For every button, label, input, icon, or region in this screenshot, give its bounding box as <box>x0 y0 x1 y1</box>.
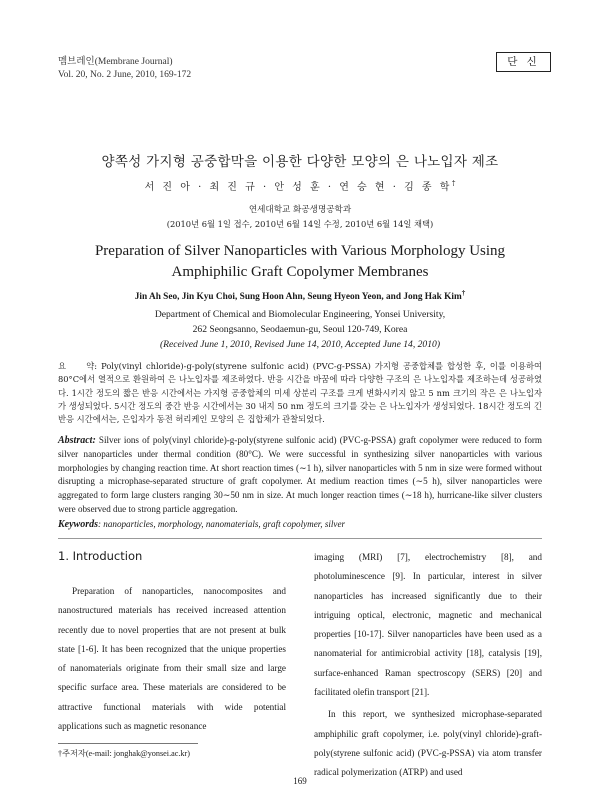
footnote: †주저자(e-mail: jonghak@yonsei.ac.kr) <box>58 749 190 758</box>
body-column-left <box>58 582 286 736</box>
english-abstract-label: Abstract: <box>58 435 96 446</box>
keywords <box>58 518 542 531</box>
korean-author-dagger: † <box>451 179 456 188</box>
journal-volume: Vol. 20, No. 2 June, 2010, 169-172 <box>58 70 192 80</box>
english-abstract-text: Silver ions of poly(vinyl chloride)-g-poly(styrene sulfonic acid) (PVC-g-PSSA) graft copolymer were reduced to form silver nanoparticles under thermal condition (80°C). We were successful in synthesizing silver nanoparticles with various morphologies by changing reaction time. At short reaction times (∼1 h), silver nanoparticles with 5 nm in size were formed without disrupting a microphase-separated structure of graft copolymer. At medium reaction times (∼5 h), silver nanoparticles were aggregated to form large clusters ranging 30∼50 nm in size. At much longer reaction times (∼18 h), hurricane-like silver clusters were observed due to strong particle aggregation. <box>58 435 542 514</box>
korean-author-list: 서 진 아 · 최 진 규 · 안 성 훈 · 연 승 현 · 김 종 학 <box>144 182 452 193</box>
korean-abstract-label: 요 약: <box>58 361 98 371</box>
korean-abstract <box>58 360 542 426</box>
korean-affiliation: 연세대학교 화공생명공학과 <box>248 205 352 215</box>
english-abstract <box>58 434 542 517</box>
korean-title: 양쪽성 가지형 공중합막을 이용한 다양한 모양의 은 나노입자 제조 <box>101 154 499 170</box>
section-divider <box>58 538 542 539</box>
body-paragraph: Preparation of nanoparticles, nanocomposites and nanostructured materials has received increased attention recently due to novel properties that are not present at bulk state [1-6]. It has been recognized that the unique properties of nanomaterials originate from their small size and large specific surface area. These materials are considered to be attractive functional materials with wide potential applications such as magnetic resonance <box>58 586 286 732</box>
keywords-text: : nanoparticles, morphology, nanomaterials, graft copolymer, silver <box>98 519 346 529</box>
footnote-divider <box>58 743 198 744</box>
english-title-line1: Preparation of Silver Nanoparticles with Various Morphology Using <box>94 243 506 259</box>
page-number: 169 <box>293 776 307 786</box>
english-title-line2: Amphiphilic Graft Copolymer Membranes <box>171 264 429 280</box>
korean-abstract-text: Poly(vinyl chloride)-g-poly(styrene sulfonic acid) (PVC-g-PSSA) 가지형 공중합체를 합성한 후, 이를 이용하여 80°C에서 열적으로 환원하여 은 나노입자를 제조하였다. 반응 시간을 바꿈에 따라 다양한 구조의 은 나노입자를 제조하는데 성공하였다. 1시간 정도의 짧은 반응 시간에서는 가지형 공중합체의 미세 상분리 구조를 크게 변화시키지 않고 5 nm 크기의 작은 은 나노입자가 생성되었다. 5시간 정도의 중간 반응 시간에서는 30 내지 50 nm 정도의 크기를 갖는 은 나노입자가 생성되었다. 18시간 정도의 긴 반응 시간에서는, 은입자가 동전 허리케인 모양의 은 집합체가 관찰되었다. <box>58 361 543 425</box>
body-paragraph: In this report, we synthesized microphase-separated amphiphilic graft copolymer, i.e. poly(vinyl chloride)-graft-poly(styrene sulfonic acid) (PVC-g-PSSA) via atom transfer radical polymerization (ATRP) and used <box>314 709 542 778</box>
body-column-right <box>314 548 542 783</box>
journal-header <box>58 56 191 82</box>
korean-authors <box>0 178 600 193</box>
section-heading: 1. Introduction <box>58 549 143 563</box>
english-author-dagger: † <box>461 289 466 297</box>
english-affil-line1: Department of Chemical and Biomolecular Engineering, Yonsei University, <box>154 309 446 320</box>
english-title <box>0 241 600 283</box>
english-author-list: Jin Ah Seo, Jin Kyu Choi, Sung Hoon Ahn, Seung Hyeon Yeon, and Jong Hak Kim <box>134 292 462 303</box>
journal-name: 멤브레인(Membrane Journal) <box>58 57 173 67</box>
keywords-label: Keywords <box>58 519 98 530</box>
english-dates: (Received June 1, 2010, Revised June 14, 2010, Accepted June 14, 2010) <box>159 339 441 350</box>
english-authors <box>0 289 600 302</box>
english-affil-line2: 262 Seongsanno, Seodaemun-gu, Seoul 120-749, Korea <box>192 324 408 335</box>
article-type-badge: 단 신 <box>496 52 551 72</box>
korean-dates: (2010년 6월 1일 접수, 2010년 6월 14일 수정, 2010년 6월 14일 채택) <box>166 219 434 229</box>
english-affiliation <box>0 307 600 352</box>
body-paragraph: imaging (MRI) [7], electrochemistry [8], and photoluminescence [9]. In particular, interest in silver nanoparticles has increased significantly due to their intriguing optical, electronic, magnetic and mechanical properties [10-17]. Silver nanoparticles have been used as a nanomaterial for antimicrobial activity [18], catalysis [19], surface-enhanced Raman spectroscopy (SERS) [20] and facilitated olefin transport [21]. <box>314 552 542 698</box>
